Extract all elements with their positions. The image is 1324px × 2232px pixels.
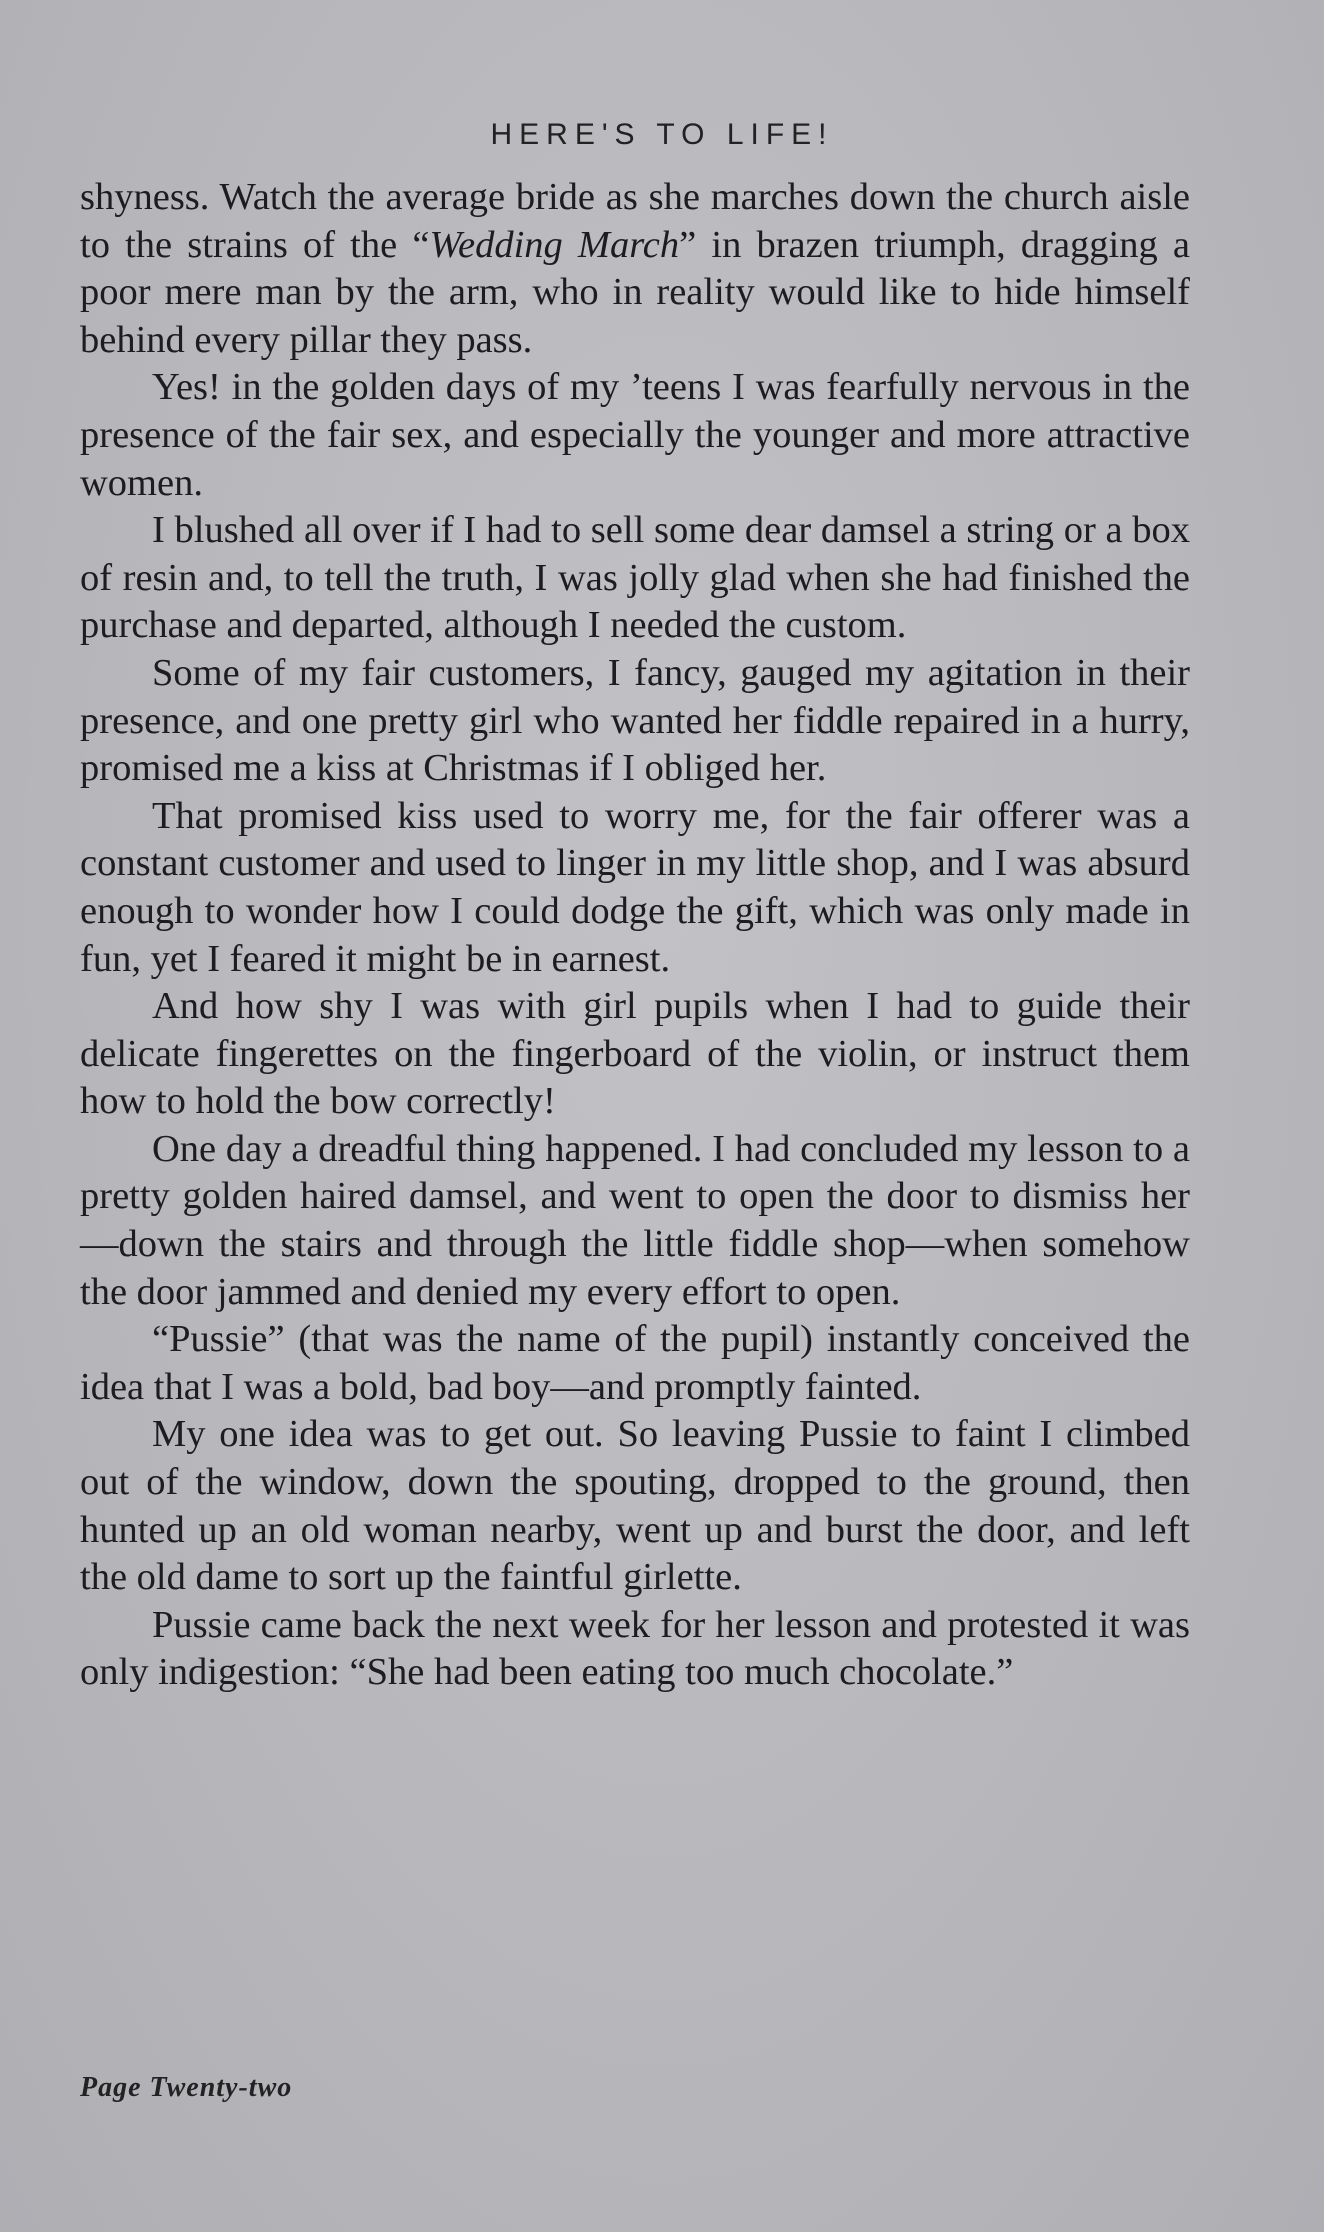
paragraph-5: That promised kiss used to worry me, for the fair offerer was a constant customer and used to linger in my little shop, and I was absurd enough to wonder how I could dodge the gift, which was only made in fun, yet I feared it might be in earnest. bbox=[80, 794, 1190, 980]
paragraph-6: And how shy I was with girl pupils when I had to guide their delicate fingerettes on the fingerboard of the violin, or instruct them how to hold the bow correctly! bbox=[80, 985, 1190, 1123]
paragraph-3: I blushed all over if I had to sell some dear damsel a string or a box of resin and, to tell the truth, I was jolly glad when she had finished the purchase and departed, although I needed the custom. bbox=[80, 509, 1190, 647]
body-text bbox=[80, 174, 1190, 1697]
paragraph-4: Some of my fair customers, I fancy, gauged my agitation in their presence, and one pretty girl who wanted her fiddle repaired in a hurry, promised me a kiss at Christmas if I obliged her. bbox=[80, 651, 1190, 790]
paragraph-7: One day a dreadful thing happened. I had concluded my lesson to a pretty golden haired damsel, and went to open the door to dismiss her—down the stairs and through the little fiddle shop—when somehow the door jammed and denied my every effort to open. bbox=[80, 1127, 1190, 1313]
song-title-italic: Wedding March bbox=[429, 223, 680, 266]
running-head: HERE'S TO LIFE! bbox=[490, 118, 834, 151]
page-number-footer: Page Twenty-two bbox=[80, 2072, 293, 2103]
paragraph-1 bbox=[80, 174, 1190, 364]
paragraph-1-text-before: shyness. Watch the average bride as she marches down the church aisle to the strains of the “ bbox=[80, 176, 1190, 266]
paragraph-8: “Pussie” (that was the name of the pupil) instantly conceived the idea that I was a bold, bad boy—and promptly fainted. bbox=[80, 1318, 1190, 1408]
paragraph-2: Yes! in the golden days of my ’teens I was fearfully nervous in the presence of the fair sex, and especially the younger and more attractive women. bbox=[80, 366, 1190, 504]
paragraph-10: Pussie came back the next week for her lesson and protested it was only indigestion: “She had been eating too much chocolate.” bbox=[80, 1603, 1190, 1694]
paragraph-9: My one idea was to get out. So leaving Pussie to faint I climbed out of the window, down the spouting, dropped to the ground, then hunted up an old woman nearby, went up and burst the door, and left the old dame to sort up the faintful girlette. bbox=[80, 1413, 1190, 1599]
paragraph-1-text-after: ” in brazen triumph, dragging a poor mere man by the arm, who in reality would like to hide himself behind every pillar they pass. bbox=[80, 223, 1190, 361]
